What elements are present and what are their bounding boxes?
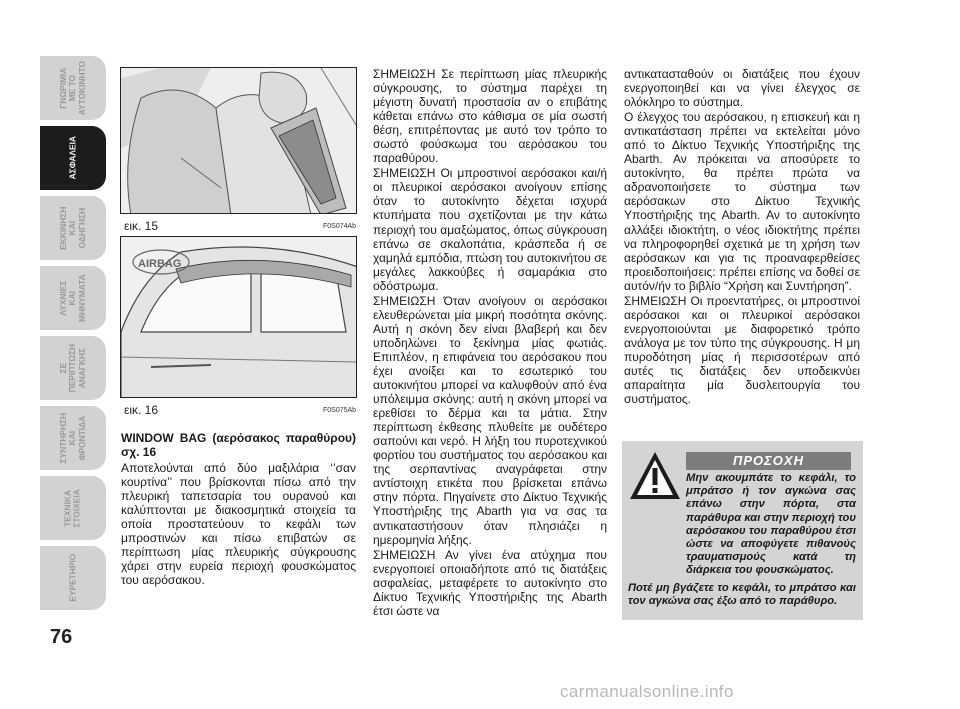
tab-label: ΣΥΝΤΗΡΗΣΗ ΚΑΙ ΦΡΟΝΤΙΔΑ [57,412,87,464]
seat-airbag-illustration [121,68,357,214]
figure-16-code: F0S075Ab [323,407,357,414]
paragraph: Ο έλεγχος του αερόσακου, η επισκευή και η αντικατάσταση πρέπει να εκτελείται μόνο από το Δίκτυο Τεχνικής Υποστήριξης της Abarth. Αν πρόκειται να αποσύρετε το αυτοκίνητο, θα πρέπει πρώτα να αδρανοποιήσετε το σύστημα των αερόσακων στο Δίκτυο Τεχνικής Υποστήριξης της Abarth. Αν το αυτοκίνητο αλλάξει ιδιοκτήτη, ο νέος ιδιοκτήτης πρέπει να πληροφορηθεί σχετικά με τη χρήση των αερόσακων και για τις προαναφερθείσες προειδοποιήσεις: πρέπει επίσης να δοθεί σε αυτόν/ήν το βιβλίο “Χρήση και Συντήρηση”. [624,110,860,293]
paragraph: ΣΗΜΕΙΩΣΗ Αν γίνει ένα ατύχημα που ενεργοποιεί οποιαδήποτε από τις διατάξεις ασφαλείας, μεταφέρετε το αυτοκίνητο στο Δίκτυο Τεχνικής Υποστήριξης της Abarth έτσι ώστε να [373,547,607,618]
column-1 [121,431,356,589]
figure-15-code: F0S074Ab [323,223,357,230]
watermark: carmanualsonline.info [560,682,734,701]
tab-emergency[interactable] [40,336,106,400]
airbag-label: AIRBAG [138,258,182,270]
paragraph: Αποτελούνται από δύο μαξιλάρια ‘’σαν κουρτίνα’’ που βρίσκονται πίσω από την πλευρική ταπετσαρία του ουρανού και καλύπτονται με διακοσμητικά στοιχεία τα οποία προστατεύουν το κεφάλι των μπροστινών και πίσω επιβατών σε περίπτωση μίας πλευρικής σύγκρουσης χάρει στην ευρεία περιοχή φουσκώματος του αερόσακου. [121,461,356,588]
paragraph: ΣΗΜΕΙΩΣΗ Όταν ανοίγουν οι αερόσακοι ελευθερώνεται μία μικρή ποσότητα σκόνης. Αυτή η σκόνη δεν είναι βλαβερή και δεν υποδηλώνει το ξεκίνημα μίας φωτιάς. Επιπλέον, η επιφάνεια του αερόσακου που έχει ανοίξει και το εσωτερικό του αυτοκινήτου μπορεί να καλυφθούν από ένα υπόλειμμα σκόνης: αυτή η σκόνη μπορεί να ερεθίσει το δέρμα και τα μάτια. Στην περίπτωση έκθεσης πλυθείτε με ουδέτερο σαπούνι και νερό. Η λήξη του πυροτεχνικού φορτίου του συστήματος του αερόσακου και της σερπαντίνας αναγράφεται στην αντίστοιχη ετικέτα που βρίσκεται επάνω στην πόρτα. Πηγαίνετε στο Δίκτυο Τεχνικής Υποστήριξης της Abarth για να σας τα αντικαταστήσουν όταν πλησιάζει η ημερομηνία λήξης. [373,293,607,547]
column-2 [373,67,607,619]
figure-16-caption: εικ. 16 [124,403,159,417]
tab-label: ΤΕΧΝΙΚΑ ΣΤΟΙΧΕΙΑ [62,488,82,528]
section-heading: WINDOW BAG (αερόσακος παραθύρου) σχ. 16 [121,431,356,460]
window-bag-illustration [121,237,357,398]
tab-maintenance[interactable] [40,406,106,470]
paragraph: ΣΗΜΕΙΩΣΗ Σε περίπτωση μίας πλευρικής σύγκρουσης, το σύστημα παρέχει τη μέγιστη δυνατή προστασία αν ο επιβάτης κάθεται επάνω στο κάθισμα σε μία σωστή θέση, επιτρέποντας με αυτό τον τρόπο το σωστό φούσκωμα του αερόσακου του παραθύρου. [373,67,607,166]
tab-safety[interactable] [40,126,106,190]
tab-getting-to-know[interactable] [40,56,106,120]
tab-lights-messages[interactable] [40,266,106,330]
tab-label: ΓΝΩΡΙΜΙΑ ΜΕ ΤΟ ΑΥΤΟΚΙΝΗΤΟ [57,60,87,116]
figure-window-bag [120,236,357,398]
warning-title: ΠΡΟΣΟΧΗ [686,452,851,470]
tab-label: ΑΣΦΑΛΕΙΑ [67,136,78,180]
tab-label: ΣΕ ΠΕΡΙΠΤΩΣΗ ΑΝΑΓΚΗΣ [57,343,87,393]
tab-label: ΕΥΡΕΤΗΡΙΟ [67,554,78,602]
column-3 [624,67,860,407]
paragraph: ΣΗΜΕΙΩΣΗ Οι προεντατήρες, οι μπροστινοί αερόσακοι και οι πλευρικοί αερόσακοι ενεργοποιούνται με διαφορετικό τρόπο ανάλογα με τον τύπο της σύγκρουσης. Η μη πυροδότηση μίας ή περισσοτέρων από αυτές τις διατάξεις δεν υποδεικνύει απαραίτητα μία δυσλειτουργία του συστήματος. [624,293,860,407]
tab-label: ΕΚΚΙΝΗΣΗ ΚΑΙ ΟΔΗΓΗΣΗ [57,206,87,250]
tab-index[interactable] [40,546,106,610]
paragraph: αντικατασταθούν οι διατάξεις που έχουν ενεργοποιηθεί και να γίνει έλεγχος σε ολόκληρο το σύστημα. [624,67,860,110]
tab-starting-driving[interactable] [40,196,106,260]
tab-label: ΛΥΧΝΙΕΣ ΚΑΙ ΜΗΝΥΜΑΤΑ [57,274,87,322]
page-number: 76 [50,626,73,648]
warning-paragraph: Ποτέ μη βγάζετε το κεφάλι, το μπράτσο και τον αγκώνα σας έξω από το παράθυρο. [628,581,856,607]
figure-15-caption: εικ. 15 [124,219,159,233]
warning-paragraph: Μην ακουμπάτε το κεφάλι, το μπράτσο ή τον αγκώνα σας επάνω στην πόρτα, στα παράθυρα και στην περιοχή του αερόσακου του παραθύρου έτσι ώστε να αποφύγετε πιθανούς τραυματισμούς κατά τη διάρκεια του φουσκώματος. [686,472,856,577]
paragraph: ΣΗΜΕΙΩΣΗ Οι μπροστινοί αερόσακοι και/ή οι πλευρικοί αερόσακοι ανοίγουν επίσης όταν το αυτοκίνητο δέχεται ισχυρά κτυπήματα που σχετίζονται με την κάτω περιοχή του αμαξώματος, όπως σύγκρουση επάνω σε σκαλοπάτια, κράσπεδα ή σε χαμηλά εμπόδια, πτώση του αυτοκινήτου σε μεγάλες λακκούβες ή σαμαράκια στο οδόστρωμα. [373,166,607,293]
tab-technical-data[interactable] [40,476,106,540]
figure-seat-airbag [120,67,357,214]
warning-text [628,472,856,612]
